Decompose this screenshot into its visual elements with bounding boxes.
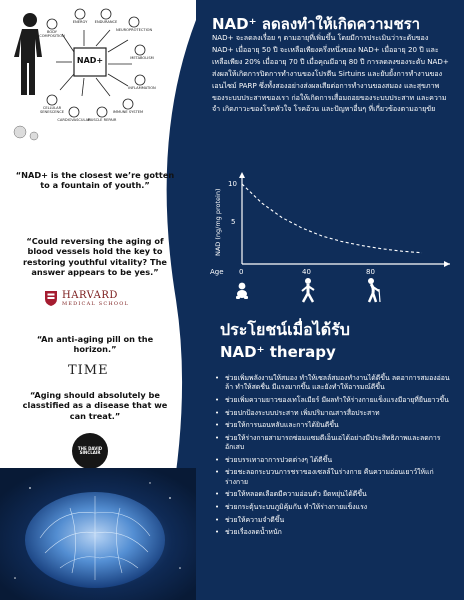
benefits-list [214,374,454,541]
chart-x-axis [242,261,450,267]
body-icon [47,19,57,29]
chart-y-label: NAD (ng/mg protein) [214,188,222,256]
benefits-subtitle: NAD⁺ therapy [220,343,336,361]
immune-icon [123,99,133,109]
harvard-shield-icon [44,290,58,307]
y-tick-5: 5 [231,218,236,226]
diagram-label-energy: ENERGY [72,20,88,24]
nad-benefits-diagram [0,0,180,150]
list-item: • ช่วยบรรเทาอาการปวดต่างๆ ได้ดีขึ้น [214,456,454,465]
nad-center-label: NAD+ [76,56,104,65]
y-tick-10: 10 [228,180,237,188]
harvard-school: MEDICAL SCHOOL [62,301,130,307]
harvard-logo [44,290,129,307]
benefits-title: ประโยชน์เมื่อได้รับ [220,320,350,339]
list-item: • ช่วยให้หลอดเลือดมีความอ่อนตัว ยืดหยุ่นได้ดีขึ้น [214,490,454,499]
list-item: • ช่วยเรื่องลดน้ำหนัก [214,528,454,537]
endurance-icon [101,9,111,19]
diagram-label-cellular: CELLULAR SENESCENCE [39,106,65,114]
quote-anti-aging-pill: “An anti-aging pill on the horizon.” [36,334,154,355]
intro-paragraph: NAD+ จะลดลงเรื่อย ๆ ตามอายุที่เพิ่มขึ้น โดยมีการประเมินว่าระดับของ NAD+ เมื่ออายุ 50 ปี จะเหลือเพียงครึ่งหนึ่งของ NAD+ เมื่ออายุ 20 ปี และเหลือเพียง 20% เมื่ออายุ 70 ปี เมื่อคุณมีอายุ 80 ปี การลดลงของระดับ NAD+ ส่งผลให้เกิดการปิดการทำงานของโปรตีน Sirtuins และยับยั้งการทำงานของเอนไซม์ PARP ซึ่งทั้งสองอย่างส่งผลเสียต่อการทำงานของสมอง และสุขภาพของระบบประสาทของเรา ก่อให้เกิดการเสื่อมถอยของระบบประสาท และความจำ เกิดภาวะของโรคหัวใจ โรคอ้วน และปัญหาอื่นๆ ที่เกี่ยวข้องตามอายุขัย [212,33,449,114]
inflammation-icon [135,75,145,85]
list-item: • ช่วยให้การนอนหลับและการได้ยินดีขึ้น [214,421,454,430]
list-item: • ช่วยชะลอกระบวนการชราของเซลล์ในร่างกาย คืนความอ่อนเยาว์ให้แก่ร่างกาย [214,468,454,486]
heart-icon [69,107,79,117]
nad-decline-series [242,184,422,253]
harvard-name: HARVARD [62,290,118,301]
diagram-label-endurance: ENDURANCE [94,20,118,24]
quote-blood-vessels: “Could reversing the aging of blood vessels hold the key to restoring youthful vitality? The answer appears to be yes.” [23,236,167,277]
diagram-label-immune: IMMUNE SYSTEM [112,110,144,114]
muscle-icon [97,107,107,117]
brain-image [0,468,196,600]
diagram-label-body: BODY COMPOSITION [39,30,65,38]
adult-walking-icon [302,278,314,302]
list-item: • ช่วยเพิ่มพลังงานให้สมอง ทำให้เซลล์สมองทำงานได้ดีขึ้น ลดอาการสมองอ่อนล้า ทำให้สดชื่น มีแรงมากขึ้น และยังทำให้อารมณ์ดีขึ้น [214,374,454,392]
diagram-label-metabolism: METABOLISM [130,56,154,60]
x-tick-0: 0 [239,268,244,276]
human-figure-icon [14,13,42,95]
left-panel [0,0,196,600]
quote-aging-disease: “Aging should absolutely be classtified as a disease that we can treat.” [22,390,168,421]
list-item: • ช่วยกระตุ้นระบบภูมิคุ้มกัน ทำให้ร่างกายแข็งแรง [214,503,454,512]
list-item: • ช่วยให้ความจำดีขึ้น [214,516,454,525]
cell-icon [47,95,57,105]
baby-icon [236,283,248,299]
page-title: NAD⁺ ลดลงทำให้เกิดความชรา [212,15,421,33]
time-logo: TIME [68,363,109,378]
diagram-label-inflammation: INFLAMMATION [128,86,156,90]
list-item: • ช่วยปกป้องระบบประสาท เพิ่มปริมาณสารสื่อประสาท [214,409,454,418]
diagram-label-muscle: MUSCLE REPAIR [87,118,117,122]
energy-icon [75,9,85,19]
sinclair-seal-logo: THE DAVID SINCLAIR [72,433,108,469]
brain-icon [129,17,139,27]
list-item: • ช่วยให้ร่างกายสามารถซ่อมแซมดีเอ็นเอได้อย่างมีประสิทธิภาพและลดการอักเสบ [214,434,454,452]
metabolism-icon [135,45,145,55]
x-tick-40: 40 [302,268,311,276]
elderly-cane-icon [368,278,380,302]
diagram-label-cardiovascular: CARDIOVASCULAR [57,118,91,122]
list-item: • ช่วยเพิ่มความยาวของเทโลเมียร์ มีผลทำให้ร่างกายแข็งแรงมีอายุที่ยืนยาวขึ้น [214,396,454,405]
diagram-label-neuroprotection: NEUROPROTECTION [116,28,153,32]
quote-fountain-of-youth: “NAD+ is the closest we’re gotten to a fountain of youth.” [15,170,175,191]
nad-decline-chart [206,172,456,312]
cell-image [14,126,26,138]
x-tick-80: 80 [366,268,375,276]
chart-x-label: Age [210,268,224,276]
